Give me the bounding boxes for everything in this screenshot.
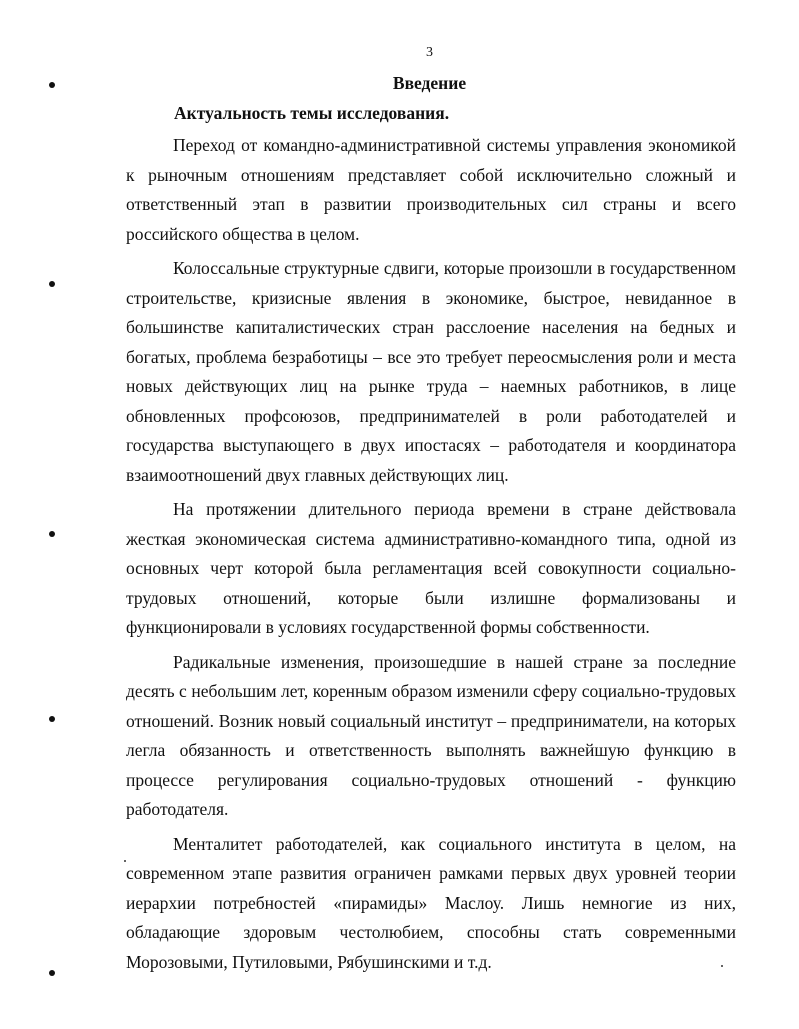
page-heading: Введение [392, 73, 467, 93]
document-body [126, 131, 736, 982]
paragraph-1: Переход от командно-административной системы управления экономикой к рыночным отношениям представляет собой исключительно сложный и ответственный этап в развитии производительных сил страны и всего российского общества в целом. [126, 135, 736, 244]
paragraph-2: Колоссальные структурные сдвиги, которые произошли в государственном строительстве, кризисные явления в экономике, быстрое, невиданное в большинстве капиталистических стран расслоение населения на бедных и богатых, проблема безработицы – все это требует переосмысления роли и места новых действующих лиц на рынке труда – наемных работников, в лице обновленных профсоюзов, предпринимателей в роли работодателей и государства выступающего в двух ипостасях – работодателя и координатора взаимоотношений двух главных действующих лиц. [126, 258, 736, 485]
paragraph-3: На протяжении длительного периода времени в стране действовала жесткая экономическая система административно-командного типа, одной из основных черт которой была регламентация всей совокупности социально-трудовых отношений, которые были излишне формализованы и функционировали в условиях государственной формы собственности. [126, 499, 736, 637]
paragraph-4: Радикальные изменения, произошедшие в нашей стране за последние десять с небольшим лет, коренным образом изменили сферу социально-трудовых отношений. Возник новый социальный институт – предприниматели, на которых легла обязанность и ответственность выполнять важнейшую функцию в процессе регулирования социально-трудовых отношений - функцию работодателя. [126, 651, 736, 819]
paragraph-5: Менталитет работодателей, как социального института в целом, на современном этапе развития ограничен рамками первых двух уровней теории иерархии потребностей «пирамиды» Маслоу. Лишь немногие из них, обладающие здоровым честолюбием, способны стать современными Морозовыми, Путиловыми, Рябушинскими и т.д. [126, 833, 736, 972]
binding-hole-mark [49, 82, 55, 88]
section-subheading: Актуальность темы исследования. [174, 103, 450, 123]
scan-speck [721, 965, 723, 967]
binding-hole-mark [49, 281, 55, 287]
binding-hole-mark [49, 970, 55, 976]
binding-hole-mark [49, 716, 55, 722]
page-number: 3 [426, 45, 433, 60]
scan-speck [124, 860, 126, 862]
binding-hole-mark [49, 531, 55, 537]
